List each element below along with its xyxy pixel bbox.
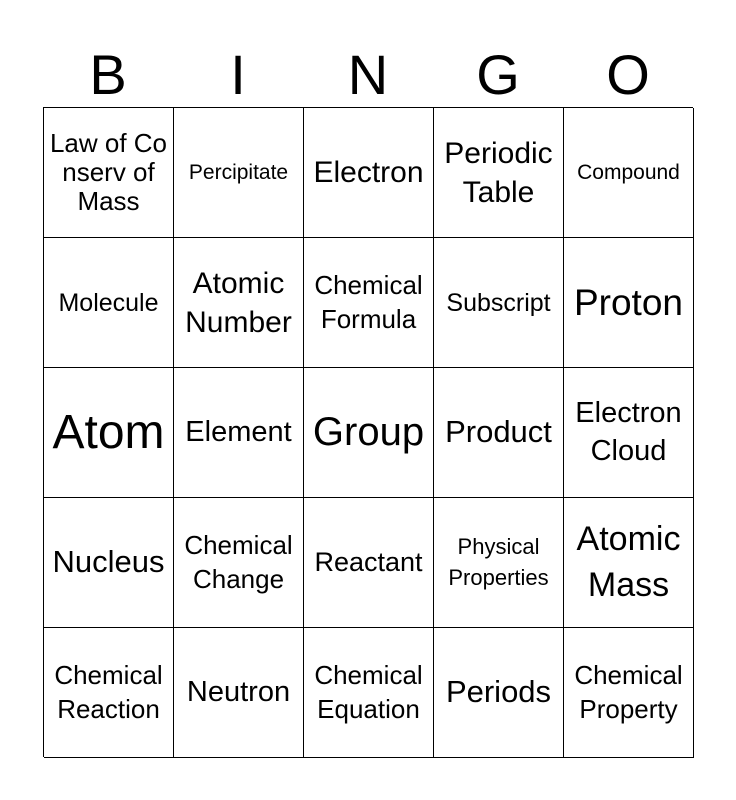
cell-label: Electron Cloud xyxy=(575,396,682,467)
cell-label: Chemical Reaction xyxy=(54,659,163,724)
bingo-cell[interactable] xyxy=(564,368,694,498)
cell-label: Atomic Mass xyxy=(576,519,681,604)
bingo-cell[interactable] xyxy=(304,628,434,758)
bingo-cell[interactable] xyxy=(564,108,694,238)
bingo-cell[interactable] xyxy=(564,628,694,758)
cell-label: Periodic Table xyxy=(444,136,553,209)
cell-label: Proton xyxy=(573,281,683,323)
cell-label: Chemical Change xyxy=(184,529,293,594)
bingo-cell[interactable] xyxy=(434,498,564,628)
bingo-cell[interactable] xyxy=(44,368,174,498)
header-letter-g: G xyxy=(476,43,520,106)
cell-label: Chemical Formula xyxy=(314,269,423,334)
header-letter-b: B xyxy=(89,43,127,106)
header-letter-i: I xyxy=(230,43,246,106)
bingo-cell[interactable] xyxy=(434,108,564,238)
bingo-cell[interactable] xyxy=(304,238,434,368)
cell-label: Physical Properties xyxy=(448,533,549,590)
bingo-cell[interactable] xyxy=(174,498,304,628)
bingo-cell[interactable] xyxy=(564,498,694,628)
bingo-cell[interactable] xyxy=(174,628,304,758)
bingo-cell[interactable] xyxy=(304,108,434,238)
cell-label: Molecule xyxy=(58,288,159,317)
bingo-cell[interactable] xyxy=(304,368,434,498)
cell-label: Subscript xyxy=(446,288,551,317)
bingo-cell[interactable] xyxy=(174,238,304,368)
bingo-cell[interactable] xyxy=(44,628,174,758)
bingo-cell[interactable] xyxy=(174,368,304,498)
cell-label: Element xyxy=(185,416,292,449)
cell-label: Chemical Equation xyxy=(314,659,423,724)
bingo-cell[interactable] xyxy=(44,498,174,628)
cell-label: Group xyxy=(312,410,425,455)
header-letter-o: O xyxy=(606,43,650,106)
cell-label: Periods xyxy=(445,674,552,710)
bingo-cell[interactable] xyxy=(304,498,434,628)
cell-label: Law of Conserv of Mass xyxy=(49,127,168,217)
cell-label: Neutron xyxy=(186,676,291,709)
bingo-cell[interactable] xyxy=(434,368,564,498)
cell-label: Compound xyxy=(577,160,680,184)
cell-label: Chemical Property xyxy=(574,659,683,724)
cell-label: Atomic Number xyxy=(185,266,292,339)
cell-label: Electron xyxy=(313,155,424,189)
cell-label: Atom xyxy=(52,405,165,459)
header-letter-n: N xyxy=(347,43,389,106)
cell-label: Reactant xyxy=(314,547,423,578)
bingo-cell[interactable] xyxy=(174,108,304,238)
cell-label: Percipitate xyxy=(188,160,289,184)
bingo-cell[interactable] xyxy=(44,238,174,368)
bingo-board xyxy=(43,107,693,757)
bingo-cell[interactable] xyxy=(434,628,564,758)
bingo-header xyxy=(43,44,693,106)
bingo-cell[interactable] xyxy=(434,238,564,368)
bingo-cell[interactable] xyxy=(564,238,694,368)
bingo-cell[interactable] xyxy=(44,108,174,238)
cell-label: Nucleus xyxy=(52,544,165,580)
cell-label: Product xyxy=(445,414,552,450)
